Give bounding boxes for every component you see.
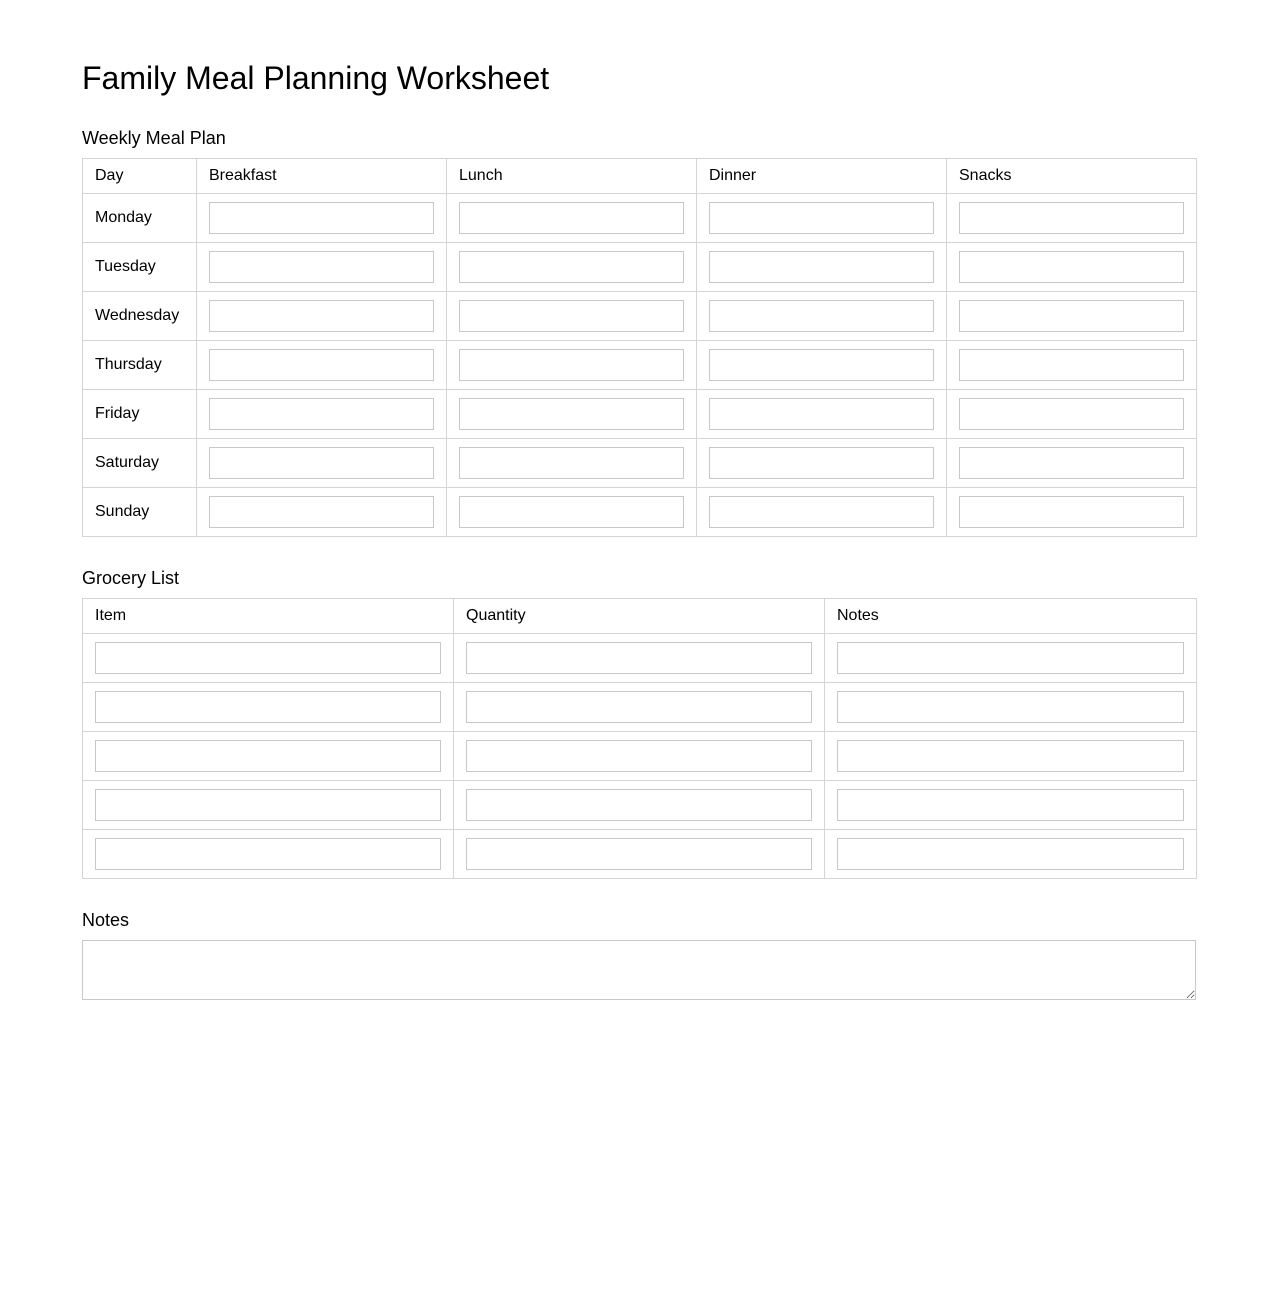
- grocery-row: [83, 781, 1197, 830]
- item-notes-cell: [825, 732, 1197, 781]
- dinner-cell: [697, 292, 947, 341]
- snacks-input[interactable]: [959, 398, 1184, 430]
- dinner-input[interactable]: [709, 496, 934, 528]
- breakfast-input[interactable]: [209, 251, 434, 283]
- lunch-input[interactable]: [459, 496, 684, 528]
- meal-plan-row-wednesday: [83, 292, 1197, 341]
- dinner-cell: [697, 390, 947, 439]
- column-header-snacks: Snacks: [947, 159, 1197, 194]
- quantity-cell: [454, 830, 825, 879]
- item-notes-cell: [825, 634, 1197, 683]
- breakfast-input[interactable]: [209, 496, 434, 528]
- item-cell: [83, 830, 454, 879]
- breakfast-cell: [197, 488, 447, 537]
- lunch-input[interactable]: [459, 349, 684, 381]
- meal-plan-row-saturday: [83, 439, 1197, 488]
- lunch-input[interactable]: [459, 398, 684, 430]
- meal-plan-row-monday: [83, 194, 1197, 243]
- breakfast-input[interactable]: [209, 398, 434, 430]
- item-notes-input[interactable]: [837, 838, 1184, 870]
- quantity-cell: [454, 634, 825, 683]
- item-notes-cell: [825, 683, 1197, 732]
- lunch-input[interactable]: [459, 202, 684, 234]
- breakfast-input[interactable]: [209, 300, 434, 332]
- day-label: Thursday: [83, 341, 197, 390]
- grocery-header-row: [83, 599, 1197, 634]
- quantity-input[interactable]: [466, 740, 812, 772]
- dinner-input[interactable]: [709, 349, 934, 381]
- item-notes-input[interactable]: [837, 642, 1184, 674]
- day-label: Monday: [83, 194, 197, 243]
- day-label: Wednesday: [83, 292, 197, 341]
- item-notes-input[interactable]: [837, 789, 1184, 821]
- snacks-cell: [947, 488, 1197, 537]
- quantity-cell: [454, 732, 825, 781]
- snacks-cell: [947, 390, 1197, 439]
- snacks-input[interactable]: [959, 447, 1184, 479]
- column-header-notes: Notes: [825, 599, 1197, 634]
- meal-plan-row-sunday: [83, 488, 1197, 537]
- item-cell: [83, 781, 454, 830]
- item-cell: [83, 683, 454, 732]
- lunch-cell: [447, 243, 697, 292]
- snacks-cell: [947, 243, 1197, 292]
- breakfast-cell: [197, 194, 447, 243]
- lunch-input[interactable]: [459, 447, 684, 479]
- snacks-cell: [947, 292, 1197, 341]
- quantity-input[interactable]: [466, 691, 812, 723]
- meal-plan-row-thursday: [83, 341, 1197, 390]
- quantity-cell: [454, 781, 825, 830]
- item-notes-input[interactable]: [837, 691, 1184, 723]
- grocery-row: [83, 683, 1197, 732]
- snacks-input[interactable]: [959, 251, 1184, 283]
- lunch-cell: [447, 488, 697, 537]
- item-notes-cell: [825, 830, 1197, 879]
- snacks-input[interactable]: [959, 496, 1184, 528]
- breakfast-cell: [197, 439, 447, 488]
- item-input[interactable]: [95, 740, 441, 772]
- quantity-input[interactable]: [466, 838, 812, 870]
- dinner-input[interactable]: [709, 251, 934, 283]
- breakfast-cell: [197, 341, 447, 390]
- item-input[interactable]: [95, 838, 441, 870]
- quantity-input[interactable]: [466, 642, 812, 674]
- grocery-list-table: [82, 598, 1197, 879]
- lunch-cell: [447, 341, 697, 390]
- meal-plan-header-row: [83, 159, 1197, 194]
- column-header-day: Day: [83, 159, 197, 194]
- grocery-list-heading: Grocery List: [82, 568, 180, 588]
- item-cell: [83, 634, 454, 683]
- quantity-input[interactable]: [466, 789, 812, 821]
- dinner-cell: [697, 341, 947, 390]
- breakfast-cell: [197, 292, 447, 341]
- lunch-cell: [447, 292, 697, 341]
- snacks-input[interactable]: [959, 202, 1184, 234]
- day-label: Sunday: [83, 488, 197, 537]
- dinner-cell: [697, 488, 947, 537]
- breakfast-input[interactable]: [209, 447, 434, 479]
- day-label: Friday: [83, 390, 197, 439]
- column-header-breakfast: Breakfast: [197, 159, 447, 194]
- breakfast-cell: [197, 390, 447, 439]
- dinner-cell: [697, 439, 947, 488]
- grocery-row: [83, 732, 1197, 781]
- item-input[interactable]: [95, 642, 441, 674]
- item-notes-input[interactable]: [837, 740, 1184, 772]
- snacks-cell: [947, 194, 1197, 243]
- meal-plan-row-friday: [83, 390, 1197, 439]
- item-input[interactable]: [95, 691, 441, 723]
- column-header-item: Item: [83, 599, 454, 634]
- breakfast-input[interactable]: [209, 202, 434, 234]
- page-title: Family Meal Planning Worksheet: [82, 60, 550, 96]
- meal-plan-row-tuesday: [83, 243, 1197, 292]
- snacks-cell: [947, 439, 1197, 488]
- notes-textarea[interactable]: [82, 940, 1196, 1000]
- snacks-input[interactable]: [959, 300, 1184, 332]
- dinner-input[interactable]: [709, 300, 934, 332]
- dinner-input[interactable]: [709, 447, 934, 479]
- lunch-cell: [447, 439, 697, 488]
- grocery-row: [83, 634, 1197, 683]
- item-notes-cell: [825, 781, 1197, 830]
- day-label: Saturday: [83, 439, 197, 488]
- column-header-dinner: Dinner: [697, 159, 947, 194]
- meal-plan-table: [82, 158, 1197, 537]
- lunch-cell: [447, 194, 697, 243]
- breakfast-input[interactable]: [209, 349, 434, 381]
- dinner-cell: [697, 243, 947, 292]
- snacks-input[interactable]: [959, 349, 1184, 381]
- lunch-cell: [447, 390, 697, 439]
- dinner-input[interactable]: [709, 398, 934, 430]
- quantity-cell: [454, 683, 825, 732]
- lunch-input[interactable]: [459, 251, 684, 283]
- dinner-cell: [697, 194, 947, 243]
- lunch-input[interactable]: [459, 300, 684, 332]
- item-input[interactable]: [95, 789, 441, 821]
- day-label: Tuesday: [83, 243, 197, 292]
- notes-heading: Notes: [82, 910, 130, 930]
- dinner-input[interactable]: [709, 202, 934, 234]
- breakfast-cell: [197, 243, 447, 292]
- column-header-lunch: Lunch: [447, 159, 697, 194]
- meal-plan-heading: Weekly Meal Plan: [82, 128, 226, 148]
- snacks-cell: [947, 341, 1197, 390]
- item-cell: [83, 732, 454, 781]
- column-header-quantity: Quantity: [454, 599, 825, 634]
- grocery-row: [83, 830, 1197, 879]
